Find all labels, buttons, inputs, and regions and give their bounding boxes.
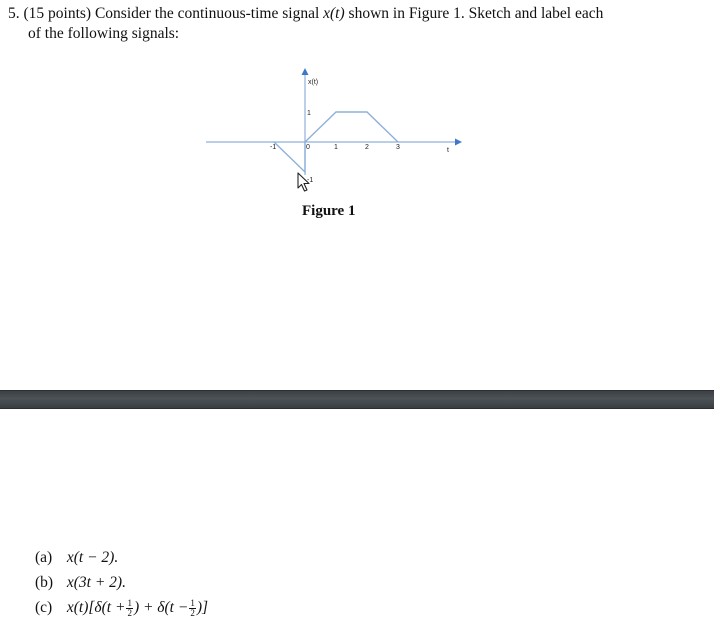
part-c [35, 595, 208, 620]
problem-text-after-signal: shown in Figure 1. Sketch and label each [348, 5, 604, 22]
signal-plot [200, 62, 470, 192]
problem-text-before-signal: Consider the continuous-time signal [94, 5, 320, 22]
part-a-label: (a) [35, 549, 53, 566]
part-c-label: (c) [35, 599, 53, 616]
y-axis-arrow [302, 68, 309, 75]
fraction-denominator: 2 [127, 607, 132, 618]
part-c-expression [67, 599, 208, 616]
figure-caption: Figure 1 [302, 203, 356, 219]
y-axis-label: x(t) [308, 79, 319, 86]
problem-number: 5. [8, 5, 20, 22]
x-tick-label: 3 [396, 144, 400, 151]
x-tick-label: -1 [270, 144, 277, 151]
part-c-middle: ) + δ(t − [133, 599, 189, 616]
fraction-numerator: 1 [127, 597, 132, 608]
sub-questions [35, 545, 208, 620]
figure-1 [200, 62, 470, 192]
y-tick-minus-1: -1 [307, 177, 314, 184]
problem-signal: x(t) [323, 5, 345, 22]
x-axis-arrow [455, 139, 462, 146]
part-b-label: (b) [35, 574, 54, 591]
fraction-one-half [189, 599, 196, 618]
problem-points: (15 points) [23, 5, 92, 22]
fraction-denominator: 2 [190, 607, 195, 618]
problem-line-2: of the following signals: [28, 25, 180, 42]
problem-line-1 [8, 4, 698, 24]
part-b [35, 570, 208, 595]
x-tick-label: 1 [334, 144, 338, 151]
part-a-expression: x(t − 2). [66, 549, 119, 566]
page-divider-bar [0, 390, 714, 409]
mouse-pointer-icon [297, 172, 314, 192]
x-tick-label: 0 [306, 144, 310, 151]
problem-statement [8, 4, 698, 44]
x-tick-labels [270, 144, 400, 151]
x-tick-label: 2 [365, 144, 369, 151]
part-b-expression: x(3t + 2). [66, 574, 126, 591]
fraction-one-half [126, 599, 133, 618]
x-axis-label: t [447, 147, 449, 154]
part-a [35, 545, 208, 570]
part-c-prefix: x(t)[δ(t + [66, 599, 126, 616]
part-c-suffix: )] [196, 599, 209, 616]
y-tick-1: 1 [307, 110, 311, 117]
fraction-numerator: 1 [190, 597, 195, 608]
